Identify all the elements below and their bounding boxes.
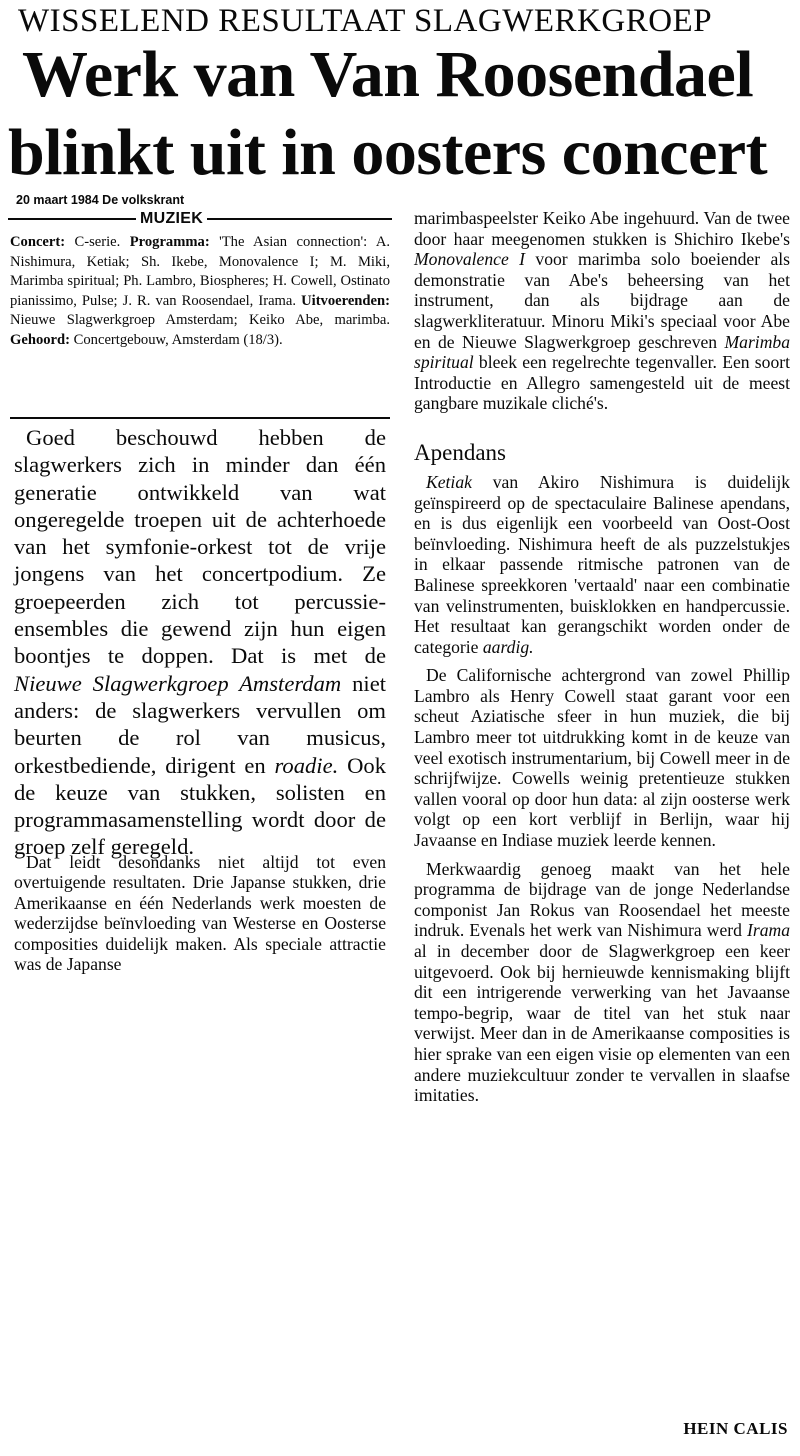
gehoord-value: Concertgebouw, Amsterdam (18/3). (70, 331, 283, 348)
p2-italic-1: Ketiak (426, 471, 472, 492)
body-right-paragraph-2 (414, 472, 790, 657)
p4-text-b: al in december door de Slagwerkgroep een keer uitgevoerd. Ook bij hernieuwde kennismaking blijft dit een intrigerende verwerking van het Javaanse tempo-begrip, waar de titel van het stuk naar verwijst. Meer dan in de Amerikaanse composities is hier sprake van een eigen visie op elementen van een andere muziekcultuur zonder te vervallen in slaafse imitaties. (414, 941, 790, 1106)
p1-text-c: bleek een regelrechte tegenvaller. Een soort Introductie en Allegro samengesteld uit de meest gangbare muzikale cliché's. (414, 352, 790, 414)
lead-text-2: niet anders: de slagwerkers vervullen om beurten de rol van musicus, orkestbediende, dirigent en (14, 670, 387, 778)
body-right-paragraph-4 (414, 859, 790, 1106)
p4-italic: Irama (746, 920, 790, 941)
concert-value: C-serie. (65, 234, 130, 250)
rule-right (207, 218, 392, 220)
p1-italic-1: Monovalence I (414, 249, 526, 270)
gehoord-label: Gehoord: (10, 331, 70, 348)
p4-text-a: Merkwaardig genoeg maakt van het hele programma de bijdrage van de jonge Nederlandse componist Jan Rokus van Roosendael het meeste indruk. Evenals het werk van Nishimura werd (414, 858, 790, 941)
body-left-paragraph: Dat leidt desondanks niet altijd tot even overtuigende resultaten. Drie Japanse stukken, drie Amerikaanse en één Nederlands werk moesten de wederzijdse beïnvloeding van Westerse en Oosterse composities duidelijk maken. Als speciale attractie was de Japanse (14, 852, 386, 975)
section-label: MUZIEK (140, 210, 204, 227)
byline: HEIN CALIS (683, 1419, 788, 1438)
lead-text-1: Goed beschouwd hebben de slagwerkers zich in minder dan één generatie ontwikkeld van wat ongeregelde troepen uit de achterhoede van het symfonie-orkest tot de vrije jongens van het concertpodium. Ze groepeerden zich tot percussie-ensembles die gewend zijn hun eigen boontjes te doppen. Dat is met de (14, 425, 386, 669)
credits-divider (10, 417, 390, 419)
lead-italic-2: roadie. (274, 752, 339, 778)
p2-italic-2: aardig. (482, 636, 534, 657)
dateline: 20 maart 1984 De volkskrant (16, 193, 185, 207)
body-right-column (414, 208, 790, 1114)
headline-line-2: blinkt uit in oosters concert (8, 116, 768, 189)
p1-text-a: marimbaspeelster Keiko Abe ingehuurd. Van de twee door haar meegenomen stukken is Shichiro Ikebe's (414, 208, 790, 249)
rule-left (8, 218, 136, 220)
concert-label: Concert: (10, 234, 66, 250)
programma-label: Programma: (129, 234, 210, 250)
subhead-apendans: Apendans (414, 439, 506, 465)
p2-text-a: van Akiro Nishimura is duidelijk geïnspireerd op de spectaculaire Balinese apendans, en is dus eigenlijk een voorbeeld van Oost-Oost beïnvloeding. Nishimura heeft de als puzzelstukjes in elkaar passende ritmische patronen van de Balinese spreekkoren 'vertaald' naar een combinatie van velinstrumenten, buisklokken en handpercussie. Het resultaat kan gerangschikt worden onder de categorie (414, 471, 790, 657)
body-right-paragraph-1 (414, 208, 790, 414)
p1-text-b: voor marimba solo boeiender als demonstratie van Abe's beheersing van het instrument, dan als bijdrage aan de slagwerkliteratuur. Minoru Miki's speciaal voor Abe en de Nieuwe Slagwerkgroep geschreven (414, 249, 790, 352)
headline-line-1: Werk van Van Roosendael (22, 38, 754, 111)
uitvoerenden-value: Nieuwe Slagwerkgroep Amsterdam; Keiko Abe, marimba. (10, 312, 390, 328)
lead-text-3: Ook de keuze van stukken, solisten en programmasamenstelling wordt door de groep zelf geregeld. (14, 752, 386, 860)
lead-paragraph (14, 424, 386, 861)
uitvoerenden-label: Uitvoerenden: (301, 292, 390, 309)
section-rule (8, 208, 392, 230)
p1-italic-2: Marimba spiritual (414, 331, 790, 373)
lead-italic-1: Nieuwe Slagwerkgroep Amsterdam (14, 670, 342, 696)
concert-credits (10, 233, 390, 350)
body-right-paragraph-3: De Californische achtergrond van zowel Phillip Lambro als Henry Cowell staat garant voor een scheut Aziatische sfeer in hun muziek, die bij Lambro meer tot uitdrukking komt in de keuze van veel exotisch instrumentarium, bij Cowell meer in de schrijfwijze. Cowells weinig pretentieuze stukken vallen vooral op door hun data: al zijn oosterse werk volgt op een kort verblijf in Berlijn, waar hij Javaanse en Indiase muziek leerde kennen. (414, 665, 790, 851)
kicker: WISSELEND RESULTAAT SLAGWERKGROEP (18, 3, 713, 39)
programma-value: 'The Asian connection': A. Nishimura, Ketiak; Sh. Ikebe, Monovalence I; M. Miki, Marimba spiritual; Ph. Lambro, Biospheres; H. Cowell, Ostinato pianissimo, Pulse; J. R. van Roosendael, Irama. (10, 234, 391, 309)
body-left-column (14, 852, 386, 974)
lead-text (14, 424, 386, 861)
